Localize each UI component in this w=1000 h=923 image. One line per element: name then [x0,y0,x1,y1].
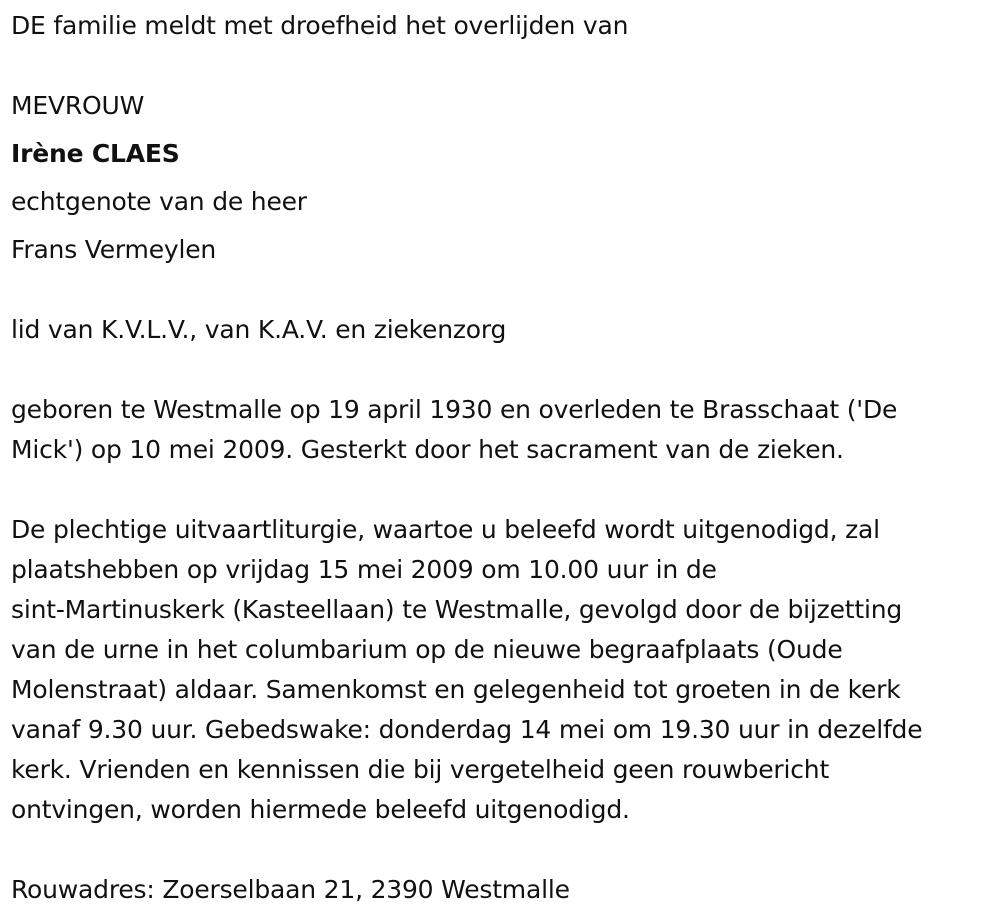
funeral-paragraph [11,510,922,830]
intro-text: DE familie meldt met droefheid het overlijden van [11,11,629,40]
paragraph-line: Molenstraat) aldaar. Samenkomst en gelegenheid tot groeten in de kerk [11,675,901,704]
spouse-name: Frans Vermeylen [11,235,217,264]
membership-text: lid van K.V.L.V., van K.A.V. en ziekenzorg [11,315,507,344]
paragraph-line: ontvingen, worden hiermede beleefd uitgenodigd. [11,795,630,824]
paragraph-line: geboren te Westmalle op 19 april 1930 en overleden te Brasschaat ('De [11,395,898,424]
spouse-line-1: echtgenote van de heer [11,187,307,216]
paragraph-line: sint-Martinuskerk (Kasteellaan) te Westmalle, gevolgd door de bijzetting [11,595,903,624]
paragraph-line: kerk. Vrienden en kennissen die bij vergetelheid geen rouwbericht [11,755,830,784]
deceased-name: Irène CLAES [11,139,180,168]
honorific-title: MEVROUW [11,91,145,120]
mourning-address: Rouwadres: Zoerselbaan 21, 2390 Westmalle [11,875,570,904]
paragraph-line: plaatshebben op vrijdag 15 mei 2009 om 10.00 uur in de [11,555,717,584]
paragraph-line: vanaf 9.30 uur. Gebedswake: donderdag 14 mei om 19.30 uur in dezelfde [11,715,923,744]
paragraph-line: Mick') op 10 mei 2009. Gesterkt door het sacrament van de zieken. [11,435,844,464]
paragraph-line: De plechtige uitvaartliturgie, waartoe u beleefd wordt uitgenodigd, zal [11,515,880,544]
paragraph-line: van de urne in het columbarium op de nieuwe begraafplaats (Oude [11,635,843,664]
birth-death-paragraph [11,390,897,470]
